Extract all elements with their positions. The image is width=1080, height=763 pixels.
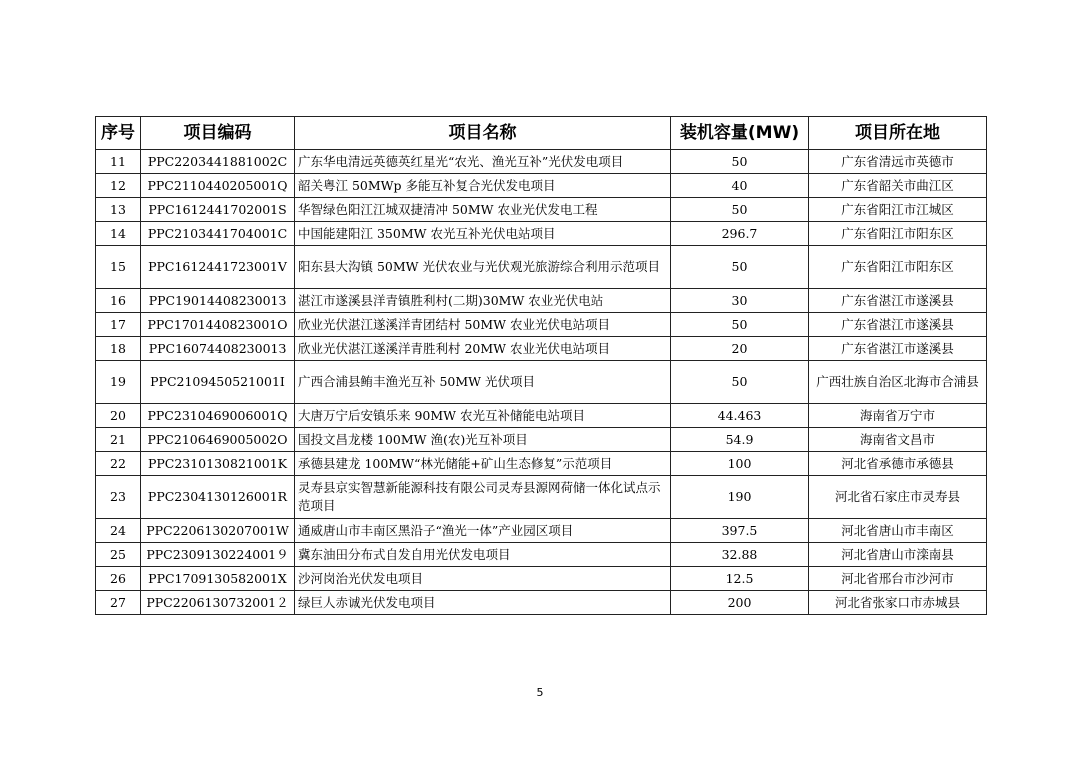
- cell-location: 广西壮族自治区北海市合浦县: [809, 361, 987, 404]
- cell-name: 欣业光伏湛江遂溪洋青团结村 50MW 农业光伏电站项目: [295, 313, 671, 337]
- header-location: 项目所在地: [809, 117, 987, 150]
- cell-capacity: 200: [671, 591, 809, 615]
- cell-seq: 18: [96, 337, 141, 361]
- cell-capacity: 100: [671, 452, 809, 476]
- table-row: [96, 361, 987, 404]
- cell-name: 通威唐山市丰南区黑沿子“渔光一体”产业园区项目: [295, 519, 671, 543]
- cell-seq: 19: [96, 361, 141, 404]
- cell-capacity: 50: [671, 150, 809, 174]
- cell-name: 承德县建龙 100MW“林光储能+矿山生态修复”示范项目: [295, 452, 671, 476]
- header-capacity: 装机容量(MW): [671, 117, 809, 150]
- cell-location: 广东省韶关市曲江区: [809, 174, 987, 198]
- cell-capacity: 40: [671, 174, 809, 198]
- cell-capacity: 50: [671, 361, 809, 404]
- cell-capacity: 32.88: [671, 543, 809, 567]
- table-row: [96, 476, 987, 519]
- cell-seq: 24: [96, 519, 141, 543]
- cell-seq: 12: [96, 174, 141, 198]
- cell-capacity: 30: [671, 289, 809, 313]
- cell-location: 海南省万宁市: [809, 404, 987, 428]
- cell-code: PPC2206130207001W: [141, 519, 295, 543]
- cell-location: 河北省邢台市沙河市: [809, 567, 987, 591]
- cell-code: PPC2103441704001C: [141, 222, 295, 246]
- cell-seq: 14: [96, 222, 141, 246]
- table-row: [96, 452, 987, 476]
- cell-seq: 17: [96, 313, 141, 337]
- cell-location: 海南省文昌市: [809, 428, 987, 452]
- cell-seq: 15: [96, 246, 141, 289]
- cell-code: PPC1901440823001З: [141, 289, 295, 313]
- cell-code: PPC2206130732001２: [141, 591, 295, 615]
- cell-seq: 27: [96, 591, 141, 615]
- header-name: 项目名称: [295, 117, 671, 150]
- cell-seq: 11: [96, 150, 141, 174]
- cell-code: PPC1612441702001S: [141, 198, 295, 222]
- cell-code: PPC2309130224001９: [141, 543, 295, 567]
- table-row: [96, 591, 987, 615]
- table-row: [96, 174, 987, 198]
- cell-location: 广东省湛江市遂溪县: [809, 337, 987, 361]
- cell-location: 河北省石家庄市灵寿县: [809, 476, 987, 519]
- cell-name: 阳东县大沟镇 50MW 光伏农业与光伏观光旅游综合利用示范项目: [295, 246, 671, 289]
- cell-name: 灵寿县京实智慧新能源科技有限公司灵寿县源网荷储一体化试点示范项目: [295, 476, 671, 519]
- cell-capacity: 54.9: [671, 428, 809, 452]
- cell-name: 欣业光伏湛江遂溪洋青胜利村 20MW 农业光伏电站项目: [295, 337, 671, 361]
- cell-name: 国投文昌龙楼 100MW 渔(农)光互补项目: [295, 428, 671, 452]
- cell-code: PPC1607440823001З: [141, 337, 295, 361]
- cell-capacity: 20: [671, 337, 809, 361]
- cell-seq: 25: [96, 543, 141, 567]
- cell-capacity: 50: [671, 313, 809, 337]
- cell-code: PPC1701440823001O: [141, 313, 295, 337]
- cell-code: PPC2304130126001R: [141, 476, 295, 519]
- cell-name: 湛江市遂溪县洋青镇胜利村(二期)30MW 农业光伏电站: [295, 289, 671, 313]
- cell-name: 广东华电清远英德英红星光“农光、渔光互补”光伏发电项目: [295, 150, 671, 174]
- table-row: [96, 289, 987, 313]
- cell-capacity: 397.5: [671, 519, 809, 543]
- cell-code: PPC2203441881002C: [141, 150, 295, 174]
- cell-location: 广东省阳江市江城区: [809, 198, 987, 222]
- page-number: 5: [536, 686, 544, 699]
- table-row: [96, 246, 987, 289]
- cell-code: PPC2310469006001Q: [141, 404, 295, 428]
- cell-location: 广东省湛江市遂溪县: [809, 313, 987, 337]
- cell-location: 河北省唐山市滦南县: [809, 543, 987, 567]
- table-row: [96, 428, 987, 452]
- header-code: 项目编码: [141, 117, 295, 150]
- cell-capacity: 190: [671, 476, 809, 519]
- cell-seq: 20: [96, 404, 141, 428]
- cell-location: 广东省阳江市阳东区: [809, 222, 987, 246]
- table-row: [96, 198, 987, 222]
- cell-location: 河北省承德市承德县: [809, 452, 987, 476]
- header-seq: 序号: [96, 117, 141, 150]
- cell-name: 韶关粤江 50MWp 多能互补复合光伏发电项目: [295, 174, 671, 198]
- cell-name: 广西合浦县鲔丰渔光互补 50MW 光伏项目: [295, 361, 671, 404]
- cell-capacity: 12.5: [671, 567, 809, 591]
- cell-name: 沙河岗治光伏发电项目: [295, 567, 671, 591]
- table-row: [96, 222, 987, 246]
- cell-name: 绿巨人赤诚光伏发电项目: [295, 591, 671, 615]
- cell-code: PPC2109450521001I: [141, 361, 295, 404]
- cell-name: 华智绿色阳江江城双捷清冲 50MW 农业光伏发电工程: [295, 198, 671, 222]
- cell-name: 冀东油田分布式自发自用光伏发电项目: [295, 543, 671, 567]
- cell-capacity: 296.7: [671, 222, 809, 246]
- table-row: [96, 543, 987, 567]
- table-row: [96, 313, 987, 337]
- cell-seq: 26: [96, 567, 141, 591]
- cell-seq: 13: [96, 198, 141, 222]
- table-header-row: [96, 117, 987, 150]
- cell-code: PPC1709130582001X: [141, 567, 295, 591]
- cell-name: 中国能建阳江 350MW 农光互补光伏电站项目: [295, 222, 671, 246]
- cell-capacity: 50: [671, 198, 809, 222]
- cell-seq: 22: [96, 452, 141, 476]
- cell-location: 河北省张家口市赤城县: [809, 591, 987, 615]
- cell-code: PPC1612441723001V: [141, 246, 295, 289]
- table-row: [96, 337, 987, 361]
- cell-seq: 16: [96, 289, 141, 313]
- cell-seq: 21: [96, 428, 141, 452]
- table-row: [96, 567, 987, 591]
- cell-location: 广东省清远市英德市: [809, 150, 987, 174]
- cell-seq: 23: [96, 476, 141, 519]
- table-row: [96, 150, 987, 174]
- cell-capacity: 50: [671, 246, 809, 289]
- table-row: [96, 404, 987, 428]
- project-table: [95, 116, 987, 615]
- cell-location: 广东省阳江市阳东区: [809, 246, 987, 289]
- cell-code: PPC2110440205001Q: [141, 174, 295, 198]
- cell-location: 河北省唐山市丰南区: [809, 519, 987, 543]
- cell-code: PPC2310130821001K: [141, 452, 295, 476]
- cell-capacity: 44.463: [671, 404, 809, 428]
- table-row: [96, 519, 987, 543]
- cell-code: PPC2106469005002O: [141, 428, 295, 452]
- cell-name: 大唐万宁后安镇乐来 90MW 农光互补储能电站项目: [295, 404, 671, 428]
- cell-location: 广东省湛江市遂溪县: [809, 289, 987, 313]
